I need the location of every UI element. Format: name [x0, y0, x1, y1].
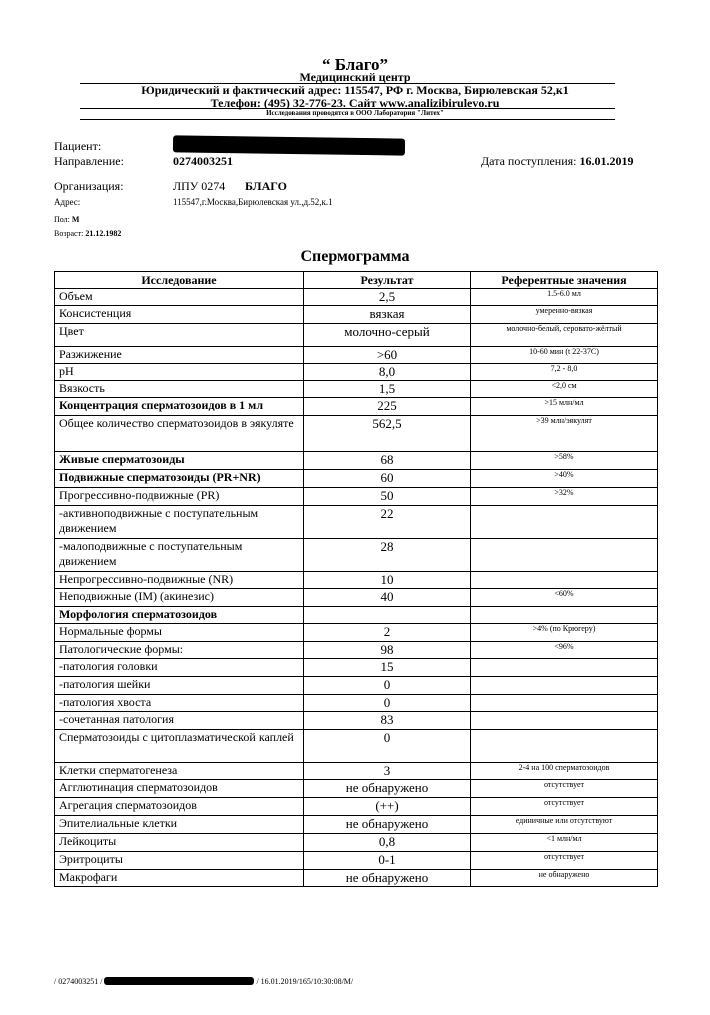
test-name: Объем [55, 289, 304, 306]
test-name: Эритроциты [55, 852, 304, 870]
test-reference [471, 572, 658, 589]
clinic-subtitle: Медицинский центр [299, 70, 411, 84]
table-row [55, 607, 658, 624]
table-row [55, 381, 658, 398]
test-name: Агглютинация сперматозоидов [55, 780, 304, 798]
test-result: молочно-серый [304, 324, 471, 347]
table-row [55, 416, 658, 452]
sex-label: Пол: [54, 215, 70, 224]
table-row [55, 816, 658, 834]
footer-right: / 16.01.2019/165/10:30:08/М/ [256, 977, 354, 986]
address-label: Адрес: [54, 197, 81, 207]
patient-name-redaction [173, 135, 405, 155]
table-row [55, 306, 658, 324]
test-name: -патология хвоста [55, 695, 304, 712]
table-row [55, 712, 658, 730]
test-name: Прогрессивно-подвижные (PR) [55, 488, 304, 506]
test-name: -сочетанная патология [55, 712, 304, 730]
test-reference [471, 677, 658, 695]
test-name: Лейкоциты [55, 834, 304, 852]
test-name: Разжижение [55, 347, 304, 364]
footer-left: / 0274003251 / [54, 977, 103, 986]
test-result: 0 [304, 695, 471, 712]
header-test: Исследование [55, 272, 304, 289]
test-reference [471, 539, 658, 572]
table-row [55, 695, 658, 712]
test-reference: единичные или отсутствуют [471, 816, 658, 834]
header-rule-bottom [80, 119, 615, 120]
test-name: -активноподвижные с поступательным движением [55, 506, 304, 539]
test-name: Вязкость [55, 381, 304, 398]
table-row [55, 589, 658, 607]
header-result: Результат [304, 272, 471, 289]
test-reference: >58% [471, 452, 658, 470]
table-row [55, 364, 658, 381]
test-result: 22 [304, 506, 471, 539]
test-name: Макрофаги [55, 870, 304, 887]
test-reference: 7,2 - 8,0 [471, 364, 658, 381]
test-reference: >32% [471, 488, 658, 506]
test-name: Непрогрессивно-подвижные (NR) [55, 572, 304, 589]
test-name: Сперматозоиды с цитоплазматической каплей [55, 730, 304, 763]
test-result: 2 [304, 624, 471, 642]
test-result: 2,5 [304, 289, 471, 306]
test-result: 98 [304, 642, 471, 659]
test-result: >60 [304, 347, 471, 364]
test-name: -патология головки [55, 659, 304, 677]
table-row [55, 470, 658, 488]
test-result: 562,5 [304, 416, 471, 452]
table-row [55, 398, 658, 416]
lab-note: Исследования проводятся в ООО Лаборатория "Литех" [266, 109, 444, 117]
test-name: Клетки сперматогенеза [55, 763, 304, 780]
table-row [55, 798, 658, 816]
test-reference: <1 млн/мл [471, 834, 658, 852]
footer-redaction [104, 977, 254, 985]
table-row [55, 763, 658, 780]
test-result: 0 [304, 730, 471, 763]
test-result: 0-1 [304, 852, 471, 870]
test-reference [471, 506, 658, 539]
test-name: Общее количество сперматозоидов в эякуляте [55, 416, 304, 452]
age-label: Возраст: [54, 229, 84, 238]
test-result: 8,0 [304, 364, 471, 381]
test-reference [471, 659, 658, 677]
test-reference: <96% [471, 642, 658, 659]
table-row [55, 506, 658, 539]
footer [54, 977, 353, 986]
patient-label: Пациент: [54, 139, 102, 153]
test-name: Живые сперматозоиды [55, 452, 304, 470]
table-row [55, 659, 658, 677]
test-result: 0 [304, 677, 471, 695]
test-name: -патология шейки [55, 677, 304, 695]
test-result [304, 607, 471, 624]
table-row [55, 624, 658, 642]
table-row [55, 677, 658, 695]
test-name: Консистенция [55, 306, 304, 324]
table-row [55, 780, 658, 798]
document-title: Спермограмма [300, 248, 410, 265]
test-reference: умеренно-вязкая [471, 306, 658, 324]
test-reference: >39 млн/эякулят [471, 416, 658, 452]
test-name: Концентрация сперматозоидов в 1 мл [55, 398, 304, 416]
table-row [55, 488, 658, 506]
test-result: не обнаружено [304, 780, 471, 798]
test-result: не обнаружено [304, 816, 471, 834]
direction-value: 0274003251 [173, 154, 233, 168]
test-reference: 2-4 на 100 сперматозоидов [471, 763, 658, 780]
table-header-row [55, 272, 658, 289]
org-label: Организация: [54, 179, 124, 193]
test-reference: >40% [471, 470, 658, 488]
test-name: Неподвижные (IM) (акинезис) [55, 589, 304, 607]
test-reference: <60% [471, 589, 658, 607]
table-row [55, 289, 658, 306]
direction-label: Направление: [54, 154, 124, 168]
test-reference: >15 млн/мл [471, 398, 658, 416]
test-result: 3 [304, 763, 471, 780]
test-result: 68 [304, 452, 471, 470]
results-table [54, 271, 658, 887]
test-result: (++) [304, 798, 471, 816]
received-label: Дата поступления: [481, 154, 577, 168]
test-name: Морфология сперматозоидов [55, 607, 304, 624]
test-name: pH [55, 364, 304, 381]
table-row [55, 324, 658, 347]
test-reference: отсутствует [471, 798, 658, 816]
test-result: 15 [304, 659, 471, 677]
test-result: 1,5 [304, 381, 471, 398]
test-reference: не обнаружено [471, 870, 658, 887]
table-row [55, 852, 658, 870]
test-result: 60 [304, 470, 471, 488]
sex-value: М [71, 215, 80, 224]
test-reference: >4% (по Крюгеру) [471, 624, 658, 642]
test-reference [471, 730, 658, 763]
test-name: Патологические формы: [55, 642, 304, 659]
header-reference: Референтные значения [471, 272, 658, 289]
clinic-address: Юридический и фактический адрес: 115547, РФ г. Москва, Бирюлевская 52,к1 [141, 83, 569, 97]
test-reference: молочно-белый, серовато-жёлтый [471, 324, 658, 347]
test-reference: 1.5-6.0 мл [471, 289, 658, 306]
test-result: 40 [304, 589, 471, 607]
test-name: Нормальные формы [55, 624, 304, 642]
clinic-phone: Телефон: (495) 32-776-23. Сайт www.analizibirulevo.ru [210, 96, 500, 110]
table-row [55, 834, 658, 852]
test-result: не обнаружено [304, 870, 471, 887]
table-row [55, 642, 658, 659]
received-value: 16.01.2019 [579, 154, 634, 168]
test-result: 83 [304, 712, 471, 730]
table-row [55, 730, 658, 763]
test-reference [471, 695, 658, 712]
test-reference: <2,0 см [471, 381, 658, 398]
test-result: 0,8 [304, 834, 471, 852]
test-name: -малоподвижные с поступательным движением [55, 539, 304, 572]
address-value: 115547,г.Москва,Бирюлевская ул.,д.52,к.1 [173, 197, 333, 207]
test-name: Эпителиальные клетки [55, 816, 304, 834]
test-result: вязкая [304, 306, 471, 324]
test-reference: отсутствует [471, 780, 658, 798]
test-reference: 10-60 мин (t 22-37С) [471, 347, 658, 364]
table-row [55, 539, 658, 572]
table-row [55, 452, 658, 470]
age-value: 21.12.1982 [85, 229, 122, 238]
org-code: ЛПУ 0274 [173, 179, 226, 193]
table-row [55, 572, 658, 589]
test-result: 225 [304, 398, 471, 416]
test-result: 10 [304, 572, 471, 589]
table-row [55, 870, 658, 887]
test-reference: отсутствует [471, 852, 658, 870]
test-reference [471, 712, 658, 730]
org-name: БЛАГО [245, 179, 287, 193]
test-name: Цвет [55, 324, 304, 347]
table-row [55, 347, 658, 364]
test-result: 28 [304, 539, 471, 572]
test-name: Агрегация сперматозоидов [55, 798, 304, 816]
test-name: Подвижные сперматозоиды (PR+NR) [55, 470, 304, 488]
test-reference [471, 607, 658, 624]
test-result: 50 [304, 488, 471, 506]
clinic-name: “ Благо” [321, 55, 389, 74]
